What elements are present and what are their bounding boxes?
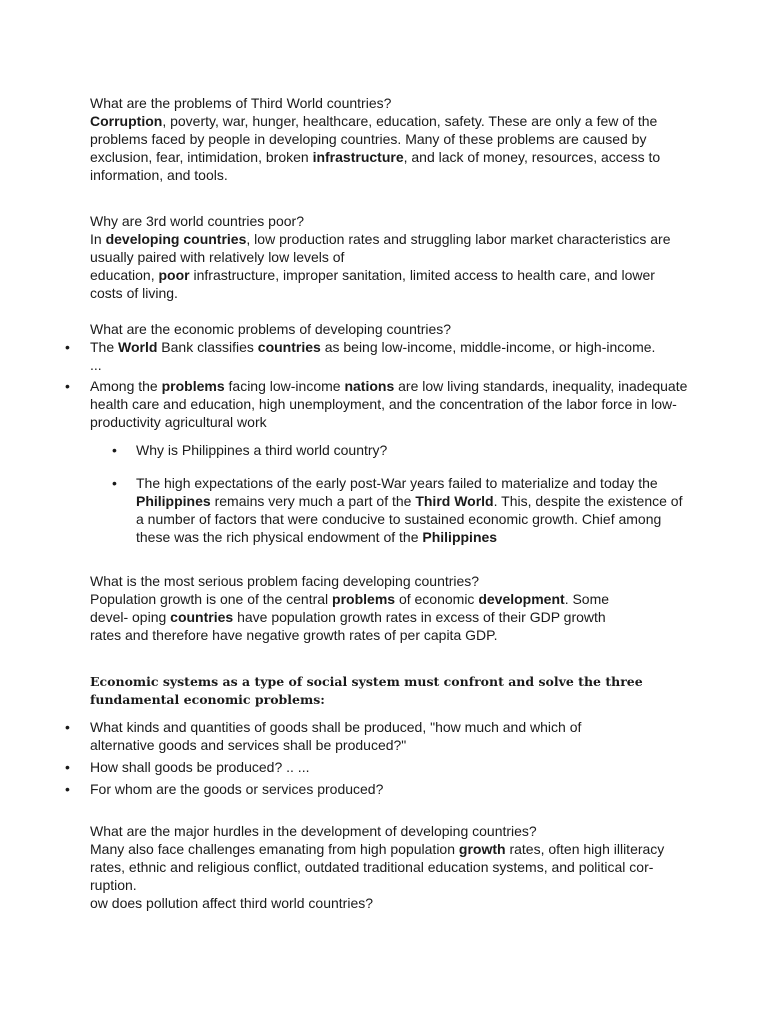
list-item: The World Bank classifies countries as being low-income, middle-income, or high-income. ... <box>90 339 656 373</box>
bullet-icon: • <box>65 719 70 735</box>
bullet-icon: • <box>112 475 117 491</box>
question-heading: What are the problems of Third World countries? <box>90 95 392 111</box>
list-item: How shall goods be produced? .. ... <box>90 759 310 775</box>
section-major-hurdles <box>90 822 680 912</box>
list-item: What kinds and quantities of goods shall be produced, "how much and which of alternative goods and services shall be produced?" <box>90 719 582 753</box>
bullet-icon: • <box>65 759 70 775</box>
list-item: Why is Philippines a third world country? <box>136 442 388 458</box>
question-heading: What are the economic problems of developing countries? <box>90 321 452 337</box>
bullet-icon: • <box>65 339 70 355</box>
answer-paragraph: In developing countries, low production rates and struggling labor market characteristics are usually paired with relatively low levels of <box>90 231 671 265</box>
list-item: The high expectations of the early post-War years failed to materialize and today the Philippines remains very much a part of the Third World. This, despite the existence of a number of factors that were conducive to sustained economic growth. Chief among these was the rich physical endowment of the Philippines <box>136 475 683 545</box>
section-why-poor <box>90 212 690 302</box>
answer-paragraph: Population growth is one of the central problems of economic development. Some devel- oping countries have population growth rates in excess of their GDP growth rates and therefore have negative growth rates of per capita GDP. <box>90 591 610 643</box>
systems-heading: Economic systems as a type of social system must confront and solve the three fundamental economic problems: <box>90 674 643 707</box>
trailing-question: ow does pollution affect third world countries? <box>90 895 374 911</box>
bullet-icon: • <box>112 442 117 458</box>
answer-paragraph: Many also face challenges emanating from high population growth rates, often high illiteracy rates, ethnic and religious conflict, outdated traditional education systems, and political cor-ruption. <box>90 841 665 893</box>
bullet-icon: • <box>65 781 70 797</box>
answer-paragraph: education, poor infrastructure, improper sanitation, limited access to health care, and lower costs of living. <box>90 267 655 301</box>
answer-paragraph: Corruption, poverty, war, hunger, healthcare, education, safety. These are only a few of the problems faced by people in developing countries. Many of these problems are caused by exclusion, fear, intimidation, broken infrastructure, and lack of money, resources, access to information, and tools. <box>90 113 661 183</box>
section-third-world-problems <box>90 94 690 184</box>
list-item: Among the problems facing low-income nations are low living standards, inequality, inadequate health care and education, high unemployment, and the concentration of the labor force in low-productivity agricultural work <box>90 378 688 430</box>
question-heading: What is the most serious problem facing developing countries? <box>90 573 480 589</box>
bullet-icon: • <box>65 378 70 394</box>
section-serious-problem <box>90 572 630 644</box>
question-heading: Why are 3rd world countries poor? <box>90 213 304 229</box>
list-item: For whom are the goods or services produced? <box>90 781 384 797</box>
question-heading: What are the major hurdles in the development of developing countries? <box>90 823 537 839</box>
